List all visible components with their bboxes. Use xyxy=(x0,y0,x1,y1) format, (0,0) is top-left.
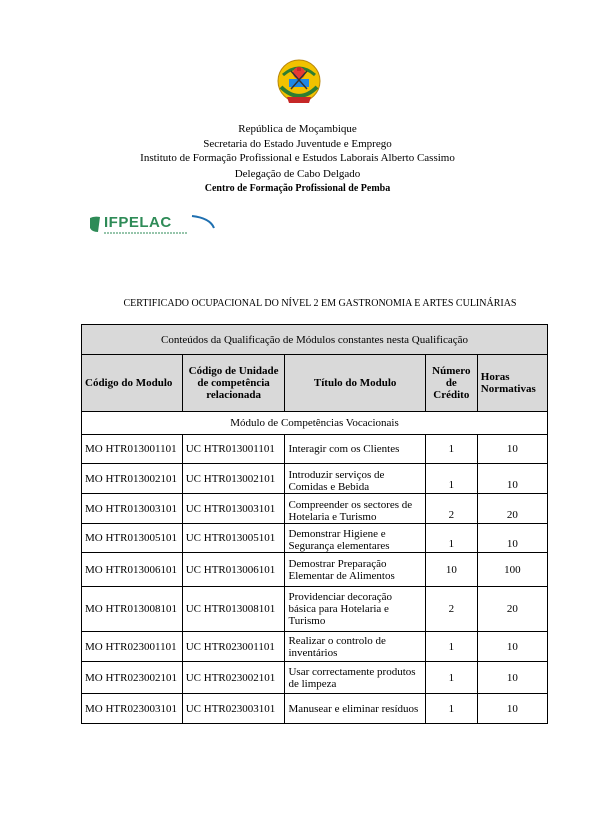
table-row xyxy=(82,632,548,662)
unit-code: UC HTR023003101 xyxy=(182,694,285,724)
module-code: MO HTR023001101 xyxy=(82,632,183,662)
table-band-title: Conteúdos da Qualificação de Módulos constantes nesta Qualificação xyxy=(82,325,548,355)
section-title: Módulo de Competências Vocacionais xyxy=(82,412,548,435)
hours: 10 xyxy=(477,694,547,724)
module-code: MO HTR023003101 xyxy=(82,694,183,724)
hours: 20 xyxy=(477,494,547,524)
module-title: Demostrar Preparação Elementar de Alimentos xyxy=(285,553,425,587)
col-header-credits: Número de Crédito xyxy=(425,355,477,412)
table-row xyxy=(82,464,548,494)
table-row xyxy=(82,524,548,553)
module-title: Introduzir serviços de Comidas e Bebida xyxy=(285,464,425,494)
module-code: MO HTR013003101 xyxy=(82,494,183,524)
certificate-title: CERTIFICADO OCUPACIONAL DO NÍVEL 2 EM GASTRONOMIA E ARTES CULINÁRIAS xyxy=(123,298,517,309)
unit-code: UC HTR013003101 xyxy=(182,494,285,524)
ifpelac-logo xyxy=(88,214,216,236)
credits: 10 xyxy=(425,553,477,587)
unit-code: UC HTR013008101 xyxy=(182,587,285,632)
credits: 2 xyxy=(425,587,477,632)
unit-code: UC HTR013001101 xyxy=(182,435,285,464)
unit-code: UC HTR023002101 xyxy=(182,662,285,694)
credits: 1 xyxy=(425,694,477,724)
module-title: Realizar o controlo de inventários xyxy=(285,632,425,662)
credits: 1 xyxy=(425,524,477,553)
module-code: MO HTR013006101 xyxy=(82,553,183,587)
hours: 10 xyxy=(477,435,547,464)
module-code: MO HTR013008101 xyxy=(82,587,183,632)
modules-table xyxy=(81,324,548,724)
col-header-code: Código do Modulo xyxy=(82,355,183,412)
table-row xyxy=(82,587,548,632)
table-row xyxy=(82,553,548,587)
credits: 1 xyxy=(425,464,477,494)
unit-code: UC HTR023001101 xyxy=(182,632,285,662)
hours: 20 xyxy=(477,587,547,632)
credits: 2 xyxy=(425,494,477,524)
header-republic: República de Moçambique xyxy=(238,123,357,135)
credits: 1 xyxy=(425,662,477,694)
credits: 1 xyxy=(425,632,477,662)
module-code: MO HTR013001101 xyxy=(82,435,183,464)
module-code: MO HTR013002101 xyxy=(82,464,183,494)
module-title: Interagir com os Clientes xyxy=(285,435,425,464)
header-centro: Centro de Formação Profissional de Pemba xyxy=(204,183,391,194)
unit-code: UC HTR013006101 xyxy=(182,553,285,587)
module-title: Usar correctamente produtos de limpeza xyxy=(285,662,425,694)
module-title: Compreender os sectores de Hotelaria e Turismo xyxy=(285,494,425,524)
module-title: Demonstrar Higiene e Segurança elementares xyxy=(285,524,425,553)
table-row xyxy=(82,435,548,464)
col-header-title: Título do Modulo xyxy=(285,355,425,412)
credits: 1 xyxy=(425,435,477,464)
hours: 10 xyxy=(477,632,547,662)
module-title: Manusear e eliminar resíduos xyxy=(285,694,425,724)
header-delegacao: Delegação de Cabo Delgado xyxy=(234,168,361,180)
logo-text: IFPELAC xyxy=(104,214,172,231)
header-instituto: Instituto de Formação Profissional e Estudos Laborais Alberto Cassimo xyxy=(140,152,455,164)
col-header-hours: Horas Normativas xyxy=(477,355,547,412)
module-code: MO HTR023002101 xyxy=(82,662,183,694)
unit-code: UC HTR013005101 xyxy=(182,524,285,553)
header-secretaria: Secretaria do Estado Juventude e Emprego xyxy=(203,138,392,150)
table-row xyxy=(82,494,548,524)
table-row xyxy=(82,694,548,724)
hours: 10 xyxy=(477,464,547,494)
unit-code: UC HTR013002101 xyxy=(182,464,285,494)
national-emblem-icon xyxy=(275,57,323,109)
hours: 10 xyxy=(477,662,547,694)
hours: 10 xyxy=(477,524,547,553)
col-header-unit: Código de Unidade de competência relacionada xyxy=(182,355,285,412)
module-code: MO HTR013005101 xyxy=(82,524,183,553)
table-row xyxy=(82,662,548,694)
hours: 100 xyxy=(477,553,547,587)
module-title: Providenciar decoração básica para Hotelaria e Turismo xyxy=(285,587,425,632)
